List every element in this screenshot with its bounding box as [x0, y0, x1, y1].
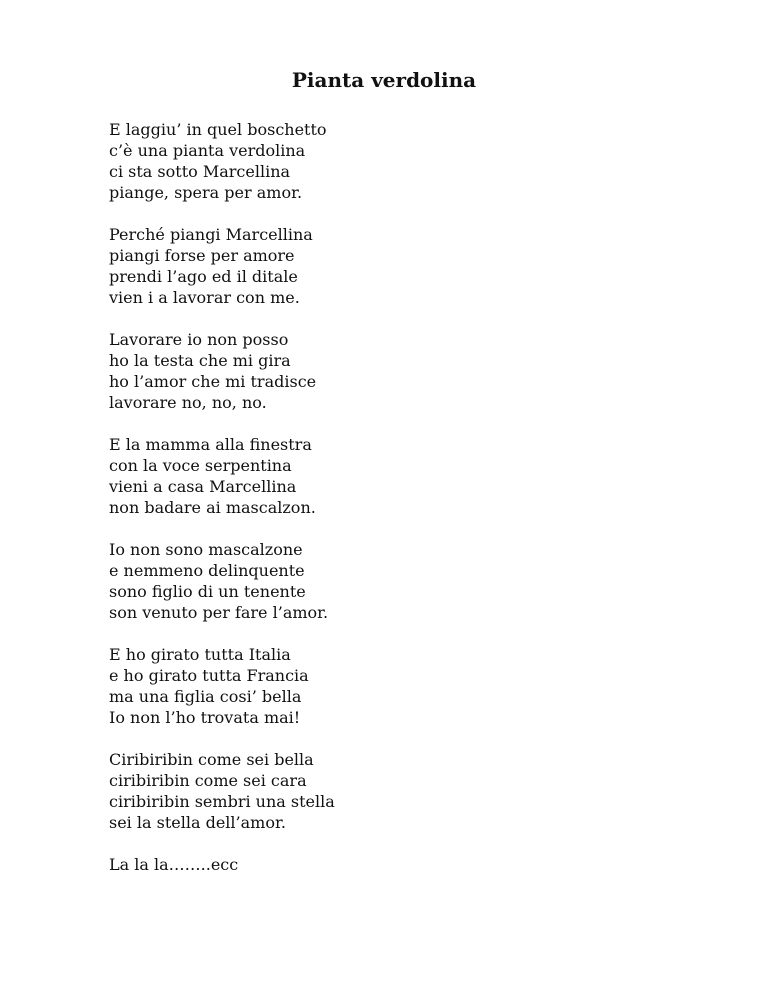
poem-line: ci sta sotto Marcellina [109, 162, 291, 181]
poem-line: Io non l’ho trovata mai! [109, 708, 301, 727]
poem-line: La la la……..ecc [109, 855, 239, 874]
poem-line: sei la stella dell’amor. [109, 813, 286, 832]
poem-line: piangi forse per amore [109, 246, 295, 265]
poem-line: lavorare no, no, no. [109, 393, 267, 412]
poem-line: E la mamma alla finestra [109, 435, 312, 454]
stanza [109, 434, 529, 518]
poem-line: Io non sono mascalzone [109, 540, 303, 559]
poem-line: non badare ai mascalzon. [109, 498, 316, 517]
stanza [109, 329, 529, 413]
poem-line: ciribiribin sembri una stella [109, 792, 335, 811]
poem-line: e ho girato tutta Francia [109, 666, 309, 685]
poem-line: e nemmeno delinquente [109, 561, 305, 580]
poem-body [109, 119, 529, 875]
poem-line: son venuto per fare l’amor. [109, 603, 329, 622]
poem-line: Lavorare io non posso [109, 330, 289, 349]
poem-line: piange, spera per amor. [109, 183, 303, 202]
stanza [109, 644, 529, 728]
poem-line: ma una figlia cosi’ bella [109, 687, 302, 706]
stanza [109, 854, 529, 875]
poem-line: con la voce serpentina [109, 456, 292, 475]
poem-line: c’è una pianta verdolina [109, 141, 306, 160]
poem-line: sono figlio di un tenente [109, 582, 306, 601]
stanza [109, 224, 529, 308]
poem-line: ho l’amor che mi tradisce [109, 372, 317, 391]
poem-line: Ciribiribin come sei bella [109, 750, 314, 769]
poem-line: vieni a casa Marcellina [109, 477, 297, 496]
poem-line: Perché piangi Marcellina [109, 225, 313, 244]
poem-line: vien i a lavorar con me. [109, 288, 300, 307]
stanza [109, 539, 529, 623]
poem-line: prendi l’ago ed il ditale [109, 267, 298, 286]
poem-line: E laggiu’ in quel boschetto [109, 120, 327, 139]
poem-line: E ho girato tutta Italia [109, 645, 291, 664]
poem-line: ho la testa che mi gira [109, 351, 291, 370]
page-title: Pianta verdolina [291, 68, 477, 92]
stanza [109, 749, 529, 833]
stanza [109, 119, 529, 203]
poem-line: ciribiribin come sei cara [109, 771, 307, 790]
